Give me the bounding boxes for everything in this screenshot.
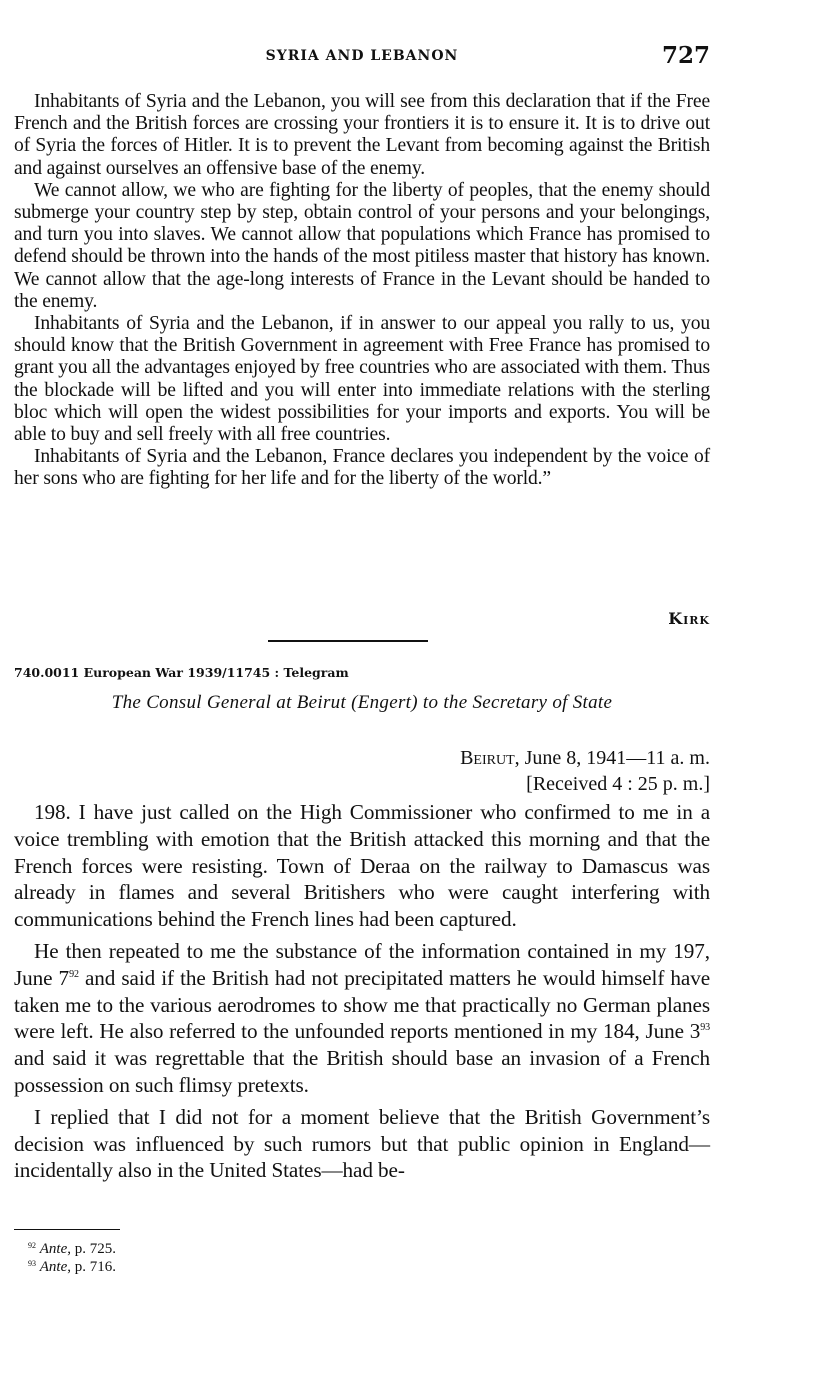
footnote-text: , p. 725. (67, 1241, 116, 1257)
dateline-received: [Received 4 : 25 p. m.] (526, 773, 710, 795)
dateline (460, 745, 710, 797)
footnote (28, 1240, 116, 1258)
quote-paragraph: Inhabitants of Syria and the Lebanon, you will see from this declaration that if the Free French and the British forces are crossing your frontiers it is to ensure it. It is to drive out of Syria the forces of Hitler. It is to prevent the Levant from becoming against the British and against ourselves an offensive base of the enemy. (14, 91, 710, 179)
footnote-number: 93 (28, 1259, 36, 1268)
footnote-ref: 93 (700, 1022, 710, 1034)
quoted-declaration (14, 91, 710, 491)
signature: Kirk (668, 609, 710, 628)
footnote-text: , p. 716. (67, 1259, 116, 1275)
footnote-ref: 92 (69, 968, 79, 980)
footnote-label: Ante (39, 1241, 68, 1257)
page-number: 727 (661, 42, 710, 69)
quote-paragraph: We cannot allow, we who are fighting for the liberty of peoples, that the enemy should submerge your country step by step, obtain control of your persons and your belongings, and turn you into slaves. We cannot allow that populations which France has promised to defend should be thrown into the hands of the most pitiless master that history has known. We cannot allow that the age-long interests of France in the Levant should be handed to the enemy. (14, 179, 710, 312)
telegram-paragraph: I replied that I did not for a moment believe that the British Government’s decision was influenced by such rumors but that public opinion in England—incidentally also in the United States—had be- (14, 1104, 710, 1183)
dateline-date: , June 8, 1941—11 a. m. (514, 747, 710, 769)
text-run: and said it was regrettable that the British should base an invasion of a French possession on such flimsy pretexts. (14, 1046, 710, 1097)
telegram-body (14, 799, 710, 1189)
dateline-sent (460, 745, 710, 771)
telegram-paragraph: 198. I have just called on the High Commissioner who confirmed to me in a voice trembling with emotion that the British attacked this morning and that the French forces were resisting. Town of Deraa on the railway to Damascus was already in flames and several Britishers who were caught interfering with communications behind the French lines had been captured. (14, 800, 710, 932)
footnote-label: Ante (39, 1259, 68, 1275)
telegram-paragraph (14, 938, 710, 1099)
footnotes (28, 1240, 116, 1276)
file-number: 740.0011 European War 1939/11745 : Telegram (14, 665, 349, 680)
section-divider (268, 640, 428, 642)
running-head (14, 42, 710, 72)
text-run: He then repeated to me the substance of the information contained in my 197, June 7 (14, 938, 710, 990)
footnote (28, 1258, 116, 1276)
footnote-divider (14, 1229, 120, 1230)
quote-paragraph: Inhabitants of Syria and the Lebanon, France declares you independent by the voice of her sons who are fighting for her life and for the liberty of the world.” (14, 446, 710, 490)
footnote-number: 92 (28, 1241, 36, 1250)
text-run: and said if the British had not precipitated matters he would himself have taken me to the various aerodromes to show me that practically no German planes were left. He also referred to the unfounded reports mentioned in my 184, June 3 (14, 965, 710, 1044)
document-title: The Consul General at Beirut (Engert) to the Secretary of State (111, 692, 613, 713)
dateline-place: Beirut (460, 747, 515, 769)
quote-paragraph: Inhabitants of Syria and the Lebanon, if in answer to our appeal you rally to us, you should know that the British Government in agreement with Free France has promised to grant you all the advantages enjoyed by free countries who are associated with them. Thus the blockade will be lifted and you will enter into immediate relations with the sterling bloc which will open the widest possibilities for your imports and exports. You will be able to buy and sell freely with all free countries. (14, 313, 710, 446)
running-title: SYRIA AND LEBANON (265, 48, 459, 64)
